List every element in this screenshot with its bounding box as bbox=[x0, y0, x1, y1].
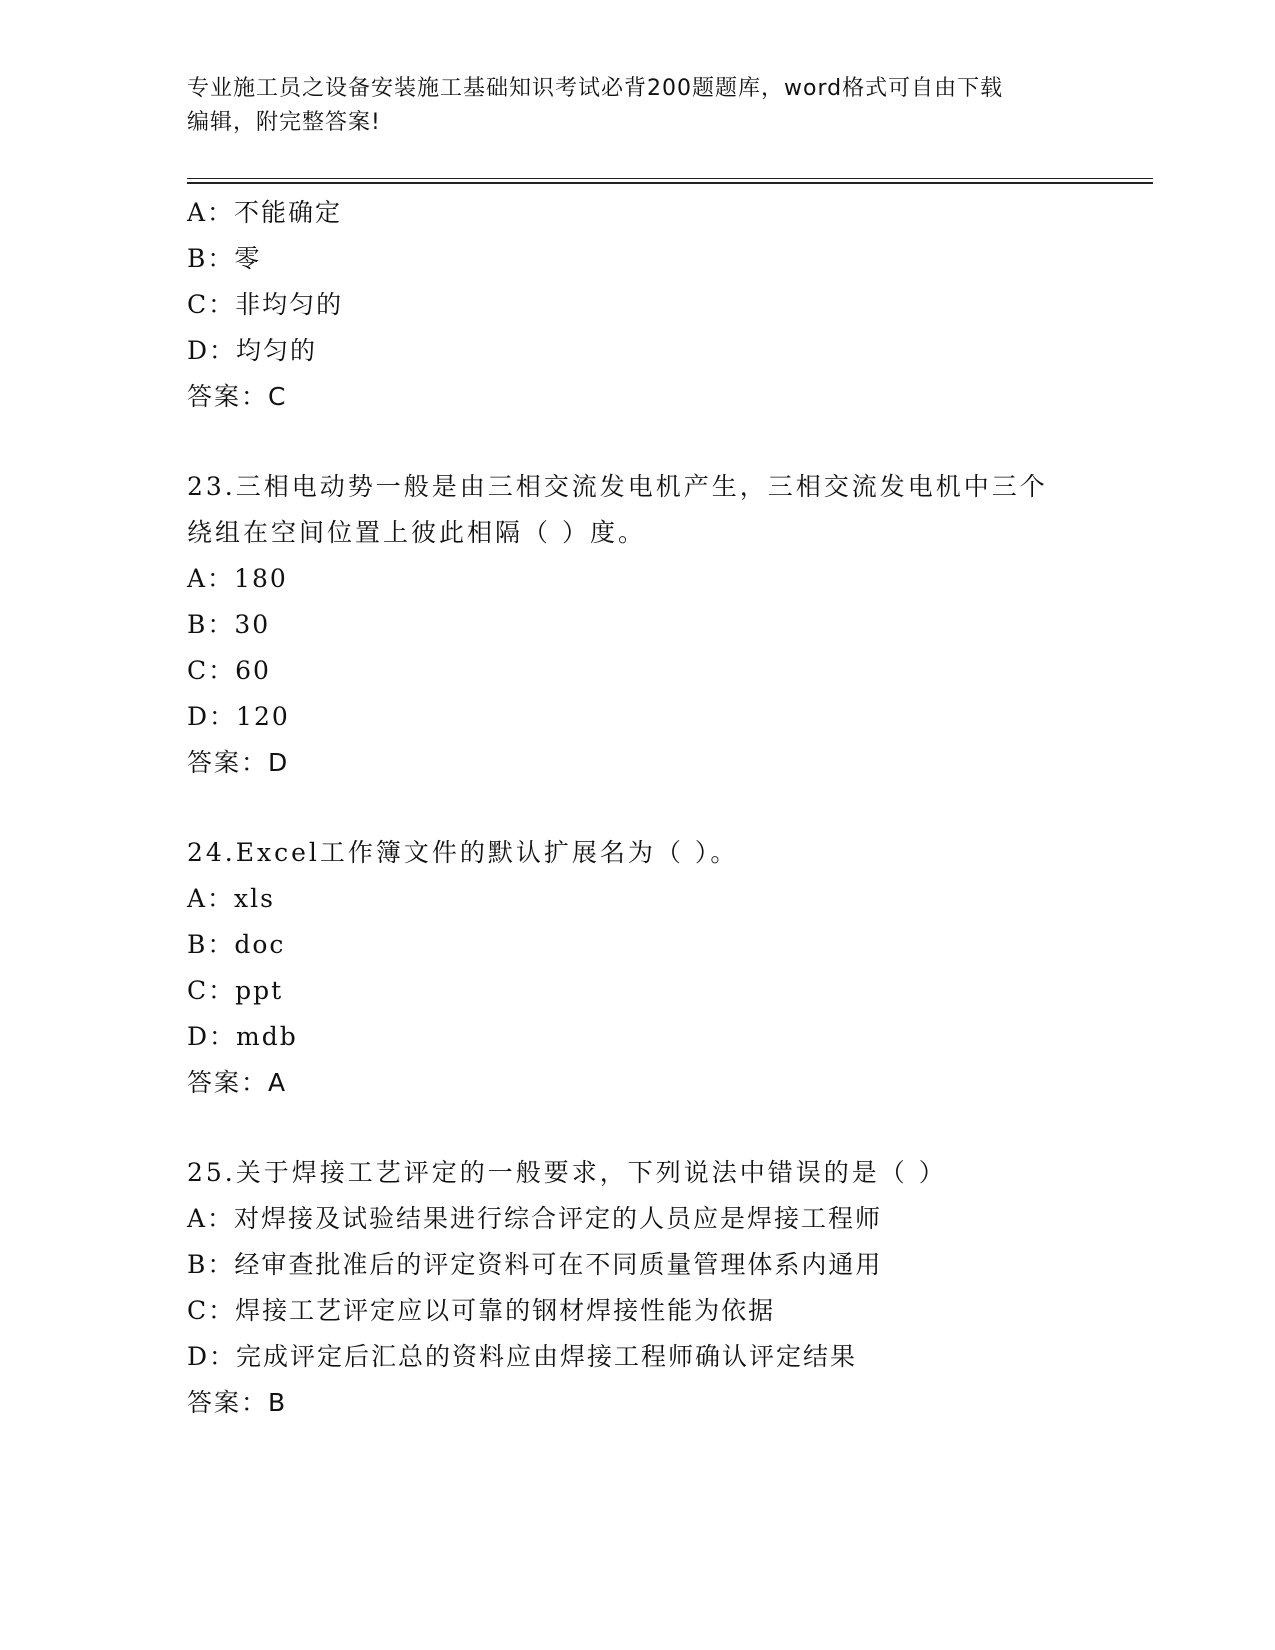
question-spacer bbox=[187, 1106, 1127, 1150]
question-25-block bbox=[187, 1150, 1127, 1426]
option-d: D：120 bbox=[187, 702, 290, 731]
option-b: B：零 bbox=[187, 244, 262, 273]
document-header bbox=[187, 72, 1087, 140]
option-a: A：对焊接及试验结果进行综合评定的人员应是焊接工程师 bbox=[187, 1204, 883, 1233]
question-spacer bbox=[187, 786, 1127, 830]
option-a: A：xls bbox=[187, 884, 275, 913]
question-list bbox=[187, 190, 1127, 1426]
question-text-line-1: 23.三相电动势一般是由三相交流发电机产生，三相交流发电机中三个 bbox=[187, 472, 1048, 501]
question-text-line-2: 绕组在空间位置上彼此相隔（ ）度。 bbox=[187, 518, 646, 547]
option-c: C：焊接工艺评定应以可靠的钢材焊接性能为依据 bbox=[187, 1296, 776, 1325]
option-b: B：经审查批准后的评定资料可在不同质量管理体系内通用 bbox=[187, 1250, 883, 1279]
question-spacer bbox=[187, 420, 1127, 464]
header-line-2: 编辑，附完整答案! bbox=[187, 110, 381, 135]
answer-line: 答案：C bbox=[187, 382, 288, 411]
option-d: D：均匀的 bbox=[187, 336, 318, 365]
option-c: C：60 bbox=[187, 656, 271, 685]
question-text-line-1: 24.Excel工作簿文件的默认扩展名为（ ）。 bbox=[187, 838, 739, 867]
answer-line: 答案：B bbox=[187, 1388, 288, 1417]
header-divider-thin bbox=[187, 178, 1153, 179]
question-23-block bbox=[187, 464, 1127, 786]
question-24-block bbox=[187, 830, 1127, 1106]
option-c: C：非均匀的 bbox=[187, 290, 344, 319]
option-b: B：30 bbox=[187, 610, 271, 639]
option-b: B：doc bbox=[187, 930, 286, 959]
option-d: D：完成评定后汇总的资料应由焊接工程师确认评定结果 bbox=[187, 1342, 858, 1371]
answer-line: 答案：D bbox=[187, 748, 290, 777]
option-c: C：ppt bbox=[187, 976, 284, 1005]
question-text-line-1: 25.关于焊接工艺评定的一般要求，下列说法中错误的是（ ） bbox=[187, 1158, 947, 1187]
answer-line: 答案：A bbox=[187, 1068, 288, 1097]
option-a: A：不能确定 bbox=[187, 198, 343, 227]
option-a: A：180 bbox=[187, 564, 288, 593]
header-divider-thick bbox=[187, 182, 1153, 184]
header-line-1: 专业施工员之设备安装施工基础知识考试必背200题题库，word格式可自由下载 bbox=[187, 76, 1004, 101]
option-d: D：mdb bbox=[187, 1022, 298, 1051]
question-22-block bbox=[187, 190, 1127, 420]
